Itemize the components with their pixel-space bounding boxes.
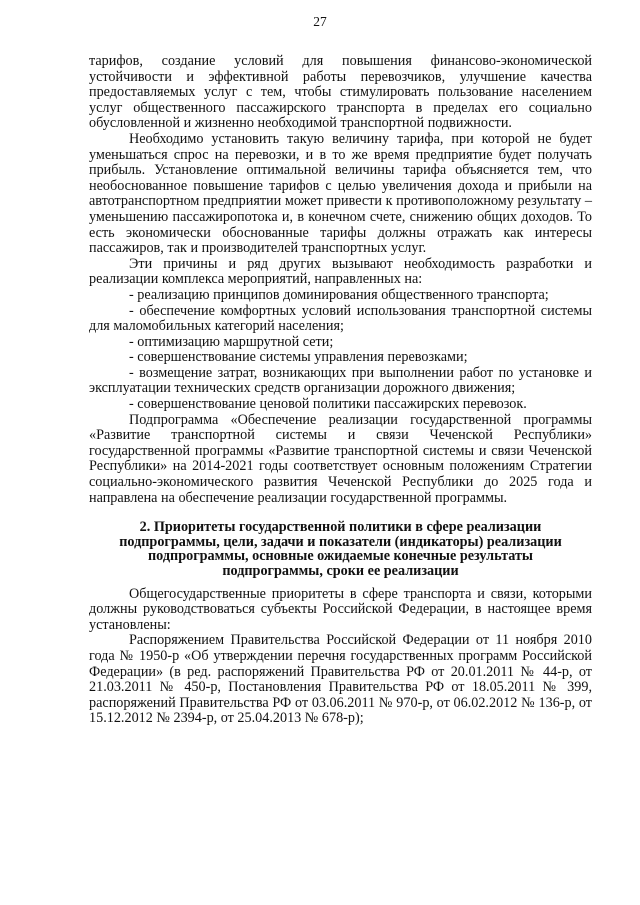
paragraphs-after-heading — [89, 587, 592, 727]
heading-line: подпрограммы, сроки ее реализации — [222, 563, 459, 579]
list-item: - совершенствование ценовой политики пассажирских перевозок. — [129, 396, 527, 413]
heading-line: подпрограммы, цели, задачи и показатели (индикаторы) реализации — [119, 533, 562, 550]
paragraphs-before-heading — [89, 54, 592, 506]
paragraph: тарифов, создание условий для повышения финансово-экономической устойчивости и эффективной работы перевозчиков, улучшение качества предоставляемых услуг с тем, чтобы стимулировать пользование населением услуг общественного пассажирского транспорта в пределах его социально обусловленной и жизненно необходимой транспортной подвижности. — [89, 53, 592, 132]
heading-line: 2. Приоритеты государственной политики в сфере реализации — [139, 519, 542, 536]
page-number: 27 — [313, 14, 327, 29]
paragraph: Распоряжением Правительства Российской Федерации от 11 ноября 2010 года № 1950-р «Об утверждении перечня государственных программ Российской Федерации» (в ред. распоряжений Правительства РФ от 20.01.2011 № 44-р, от 21.03.2011 № 450-р, Постановления Правительства РФ от 18.05.2011 № 399, распоряжений Правительства РФ от 03.06.2011 № 970-р, от 06.02.2012 № 136-р, от 15.12.2012 № 2394-р, от 25.04.2013 № 678-р); — [89, 632, 592, 727]
spacer — [89, 506, 592, 520]
paragraph: Подпрограмма «Обеспечение реализации государственной программы «Развитие транспортной системы и связи Чеченской Республики» государственной программы «Развитие транспортной системы и связи Чеченской Республики» на 2014-2021 годы соответствует основным положениям Стратегии социально-экономического развития Чеченской Республики до 2025 года и направлена на обеспечение реализации государственной программы. — [89, 411, 592, 506]
list-item: - оптимизацию маршрутной сети; — [129, 333, 334, 350]
section-heading — [89, 520, 592, 578]
paragraph: Общегосударственные приоритеты в сфере транспорта и связи, которыми должны руководствоваться субъекты Российской Федерации, в настоящее время установлены: — [89, 585, 592, 633]
list-item: - реализацию принципов доминирования общественного транспорта; — [129, 286, 549, 303]
paragraph: Эти причины и ряд других вызывают необходимость разработки и реализации комплекса мероприятий, направленных на: — [89, 255, 592, 288]
page-body — [89, 54, 592, 727]
heading-line: подпрограммы, основные ожидаемые конечные результаты — [148, 548, 533, 565]
paragraph: Необходимо установить такую величину тарифа, при которой не будет уменьшаться спрос на перевозки, и в то же время предприятие будет получать прибыль. Установление оптимальной величины тарифа объясняется тем, что необоснованное повышение тарифов с целью увеличения дохода и прибыли на автотранспортном предприятии может привести к противоположному результату – уменьшению пассажиропотока и, в конечном счете, снижению общих доходов. То есть экономически обоснованные тарифы должны отражать как интересы пассажиров, так и производителей транспортных услуг. — [89, 130, 592, 257]
list-item: - возмещение затрат, возникающих при выполнении работ по установке и эксплуатации технических средств организации дорожного движения; — [89, 364, 592, 397]
list-item: - обеспечение комфортных условий использования транспортной системы для маломобильных категорий населения; — [89, 302, 592, 335]
list-item: - совершенствование системы управления перевозками; — [129, 349, 468, 366]
